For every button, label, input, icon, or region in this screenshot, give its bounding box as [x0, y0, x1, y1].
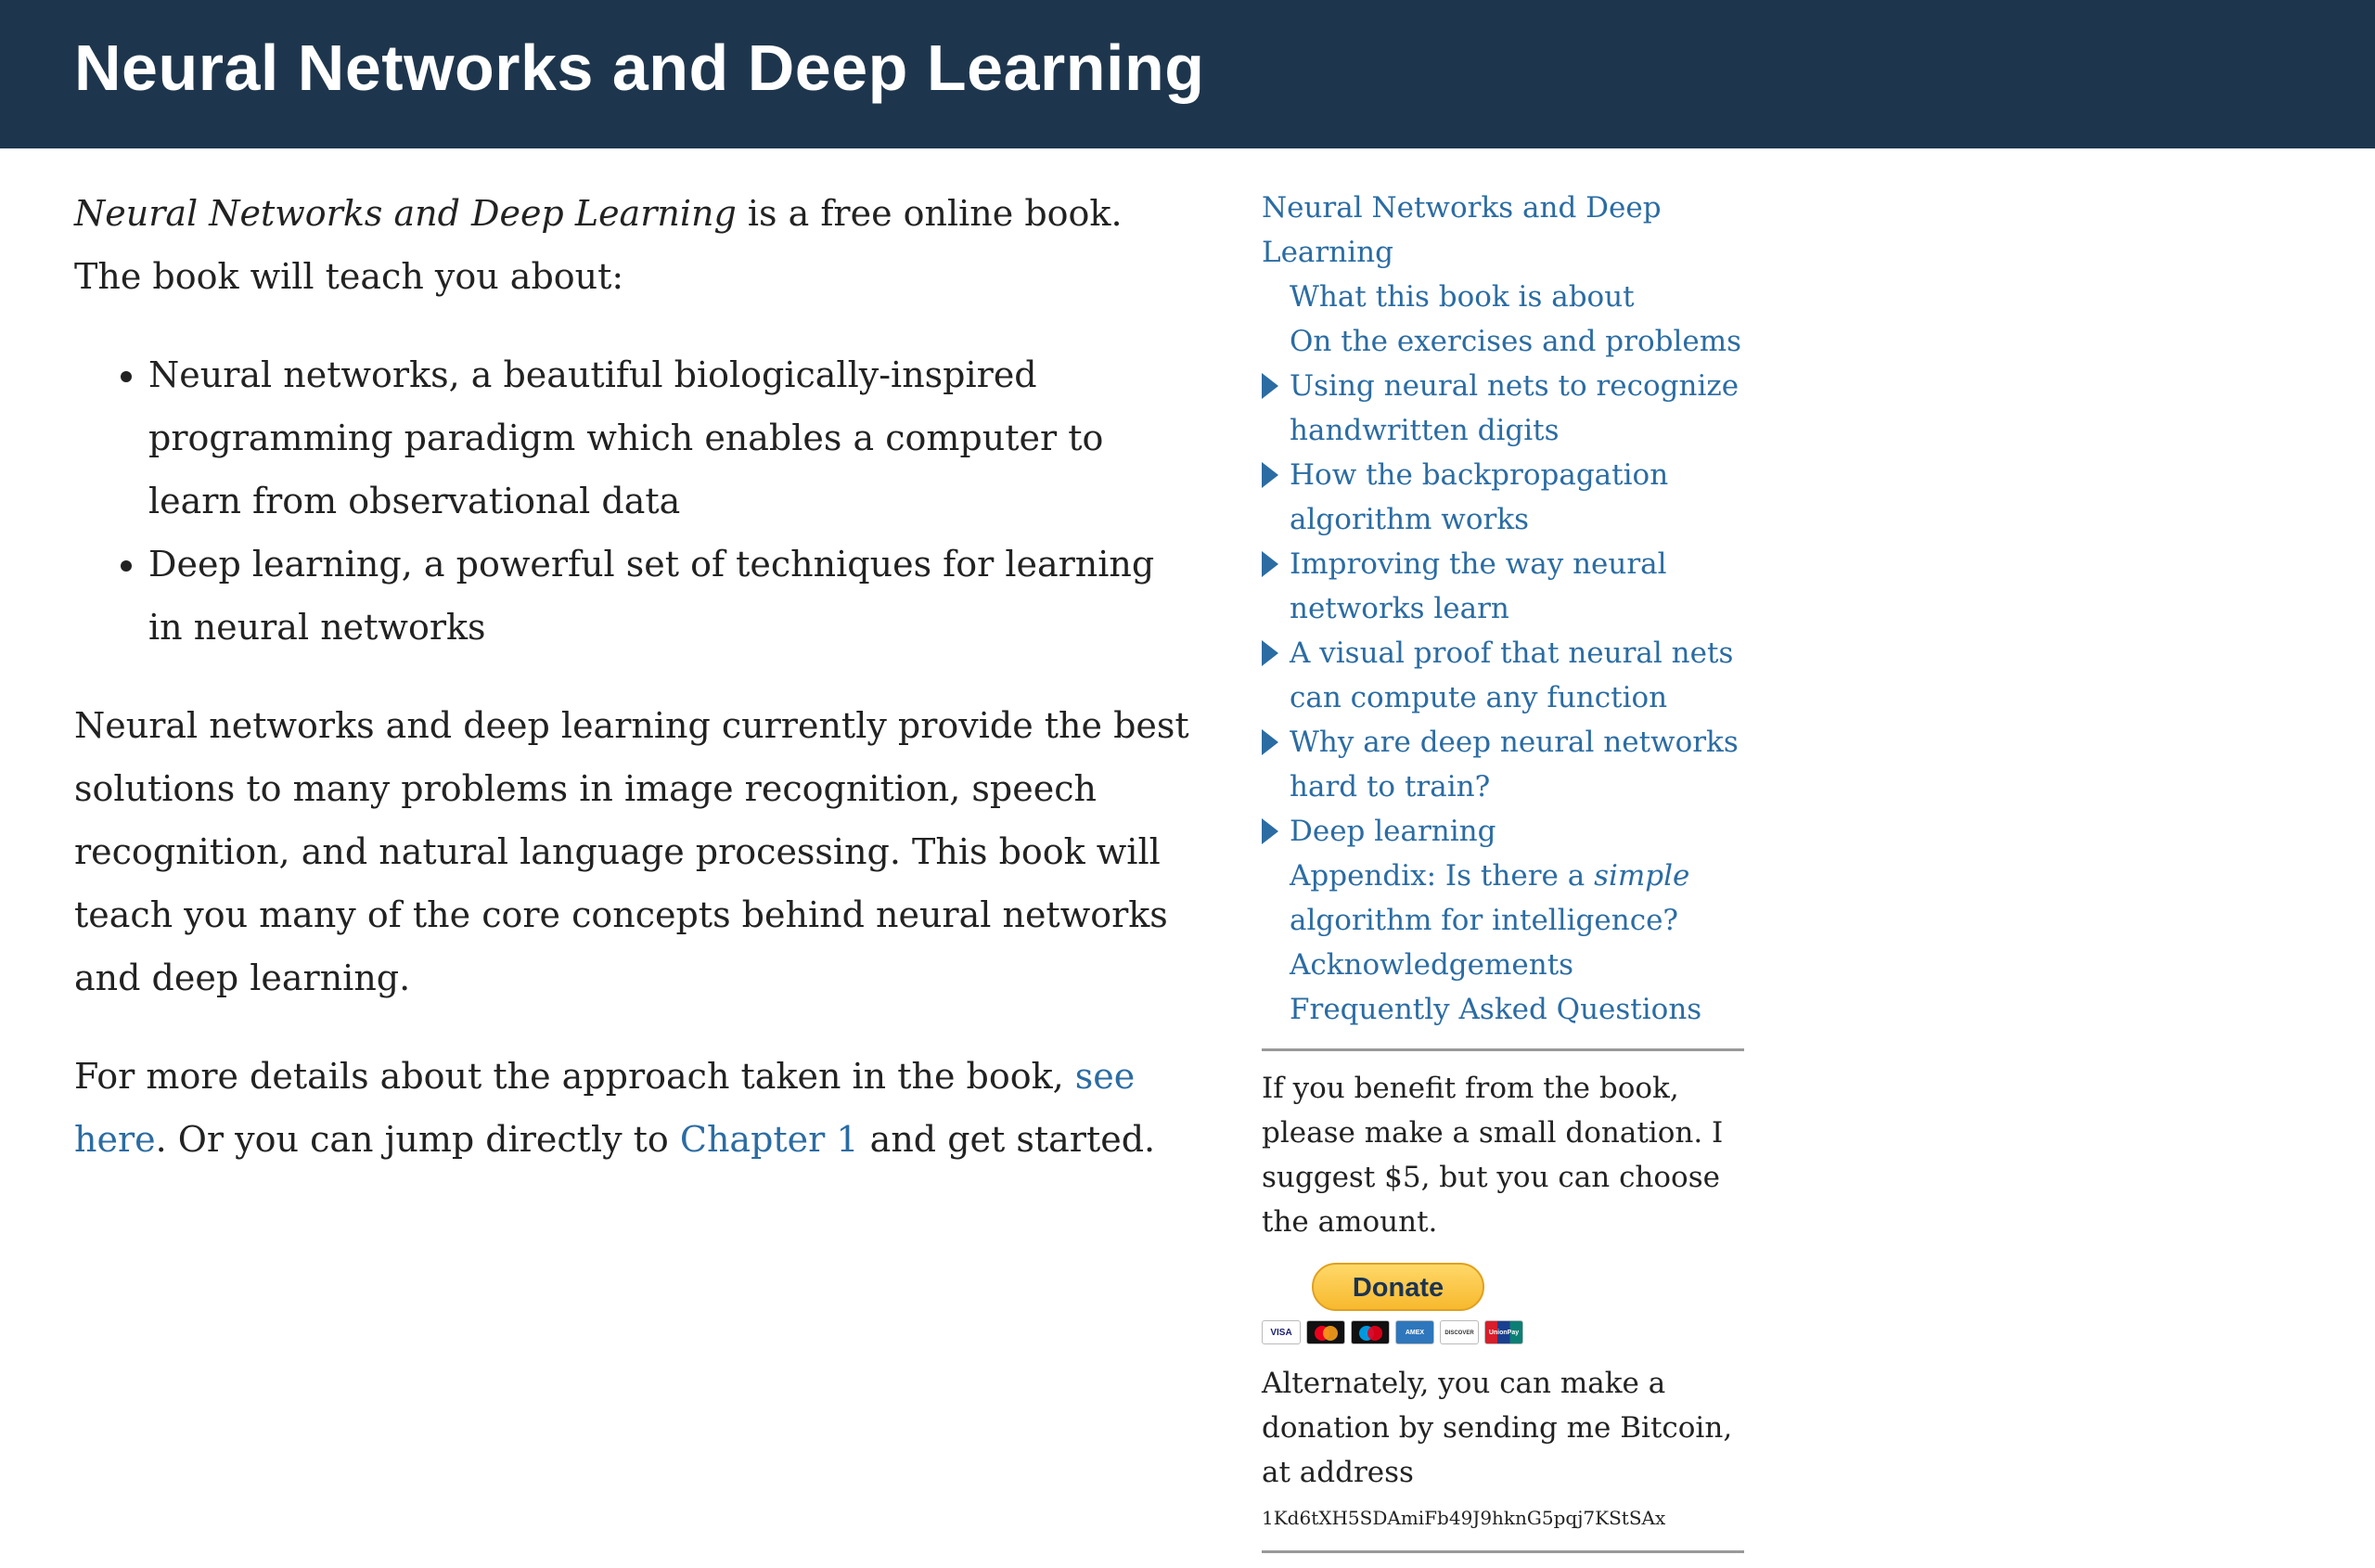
- toc-item: [1262, 809, 1744, 854]
- discover-card-icon: DISCOVER: [1440, 1320, 1479, 1344]
- toc-link-chapter-6[interactable]: Deep learning: [1290, 815, 1496, 848]
- topics-list: [74, 343, 1197, 659]
- toc-item: [1262, 943, 1744, 987]
- donation-text: If you benefit from the book, please make a small donation. I suggest $5, but you can choose the amount.: [1262, 1072, 1724, 1239]
- see-here-link[interactable]: see here: [74, 1056, 1136, 1160]
- toc-link-emphasis: simple: [1594, 859, 1690, 893]
- expand-arrow-icon[interactable]: [1262, 640, 1278, 666]
- details-paragraph: [74, 1045, 1197, 1171]
- intro-text: is a free online book. The book will teach you about:: [74, 193, 1123, 297]
- toc-home-link[interactable]: Neural Networks and Deep Learning: [1262, 191, 1662, 269]
- toc-link-chapter-1[interactable]: Using neural nets to recognize handwritten digits: [1290, 369, 1740, 447]
- expand-arrow-icon[interactable]: [1262, 373, 1278, 399]
- expand-arrow-icon[interactable]: [1262, 462, 1278, 488]
- intro-paragraph: [74, 182, 1197, 308]
- main-content: [74, 182, 1197, 1206]
- donate-button[interactable]: Donate: [1312, 1263, 1484, 1311]
- maestro-card-icon: [1351, 1320, 1390, 1344]
- unionpay-card-icon: UnionPay: [1484, 1320, 1523, 1344]
- toc-item: [1262, 275, 1744, 319]
- toc-item: [1262, 319, 1744, 364]
- payment-cards: [1262, 1320, 1744, 1348]
- toc-link-text: algorithm for intelligence?: [1290, 904, 1679, 937]
- list-item: • Neural networks, a beautiful biologically-inspired programming paradigm which enables a computer to learn from observational data: [148, 343, 1197, 533]
- table-of-contents: [1262, 186, 1744, 1032]
- toc-link-faq[interactable]: Frequently Asked Questions: [1290, 993, 1702, 1026]
- toc-item: [1262, 364, 1744, 453]
- toc-link-chapter-3[interactable]: Improving the way neural networks learn: [1290, 547, 1667, 625]
- mastercard-icon: [1306, 1320, 1345, 1344]
- toc-link-appendix[interactable]: [1290, 859, 1689, 937]
- chapter-1-link[interactable]: Chapter 1: [679, 1119, 859, 1160]
- expand-arrow-icon[interactable]: [1262, 551, 1278, 577]
- toc-link-chapter-5[interactable]: Why are deep neural networks hard to train?: [1290, 726, 1739, 803]
- toc-item: [1262, 854, 1744, 943]
- toc-link-acknowledgements[interactable]: Acknowledgements: [1290, 948, 1574, 982]
- expand-arrow-icon[interactable]: [1262, 818, 1278, 844]
- expand-arrow-icon[interactable]: [1262, 729, 1278, 755]
- divider: [1262, 1048, 1744, 1051]
- toc-link-about[interactable]: What this book is about: [1290, 280, 1635, 314]
- visa-card-icon: VISA: [1262, 1320, 1301, 1344]
- description-paragraph: Neural networks and deep learning currently provide the best solutions to many problems in image recognition, speech recognition, and natural language processing. This book will teach you many of the core concepts behind neural networks and deep learning.: [74, 705, 1189, 998]
- bitcoin-address: 1Kd6tXH5SDAmiFb49J9hknG5pqj7KStSAx: [1262, 1507, 1666, 1529]
- toc-item: [1262, 542, 1744, 631]
- list-item: • Deep learning, a powerful set of techniques for learning in neural networks: [148, 533, 1197, 659]
- page-title: Neural Networks and Deep Learning: [74, 32, 1205, 104]
- toc-item: [1262, 720, 1744, 809]
- details-text: For more details about the approach taken in the book,: [74, 1056, 1075, 1097]
- details-text: and get started.: [858, 1119, 1156, 1160]
- bitcoin-text: Alternately, you can make a donation by sending me Bitcoin, at address: [1262, 1367, 1733, 1489]
- details-text: . Or you can jump directly to: [155, 1119, 680, 1160]
- toc-link-exercises[interactable]: On the exercises and problems: [1290, 325, 1742, 358]
- donation-section: [1262, 1066, 1744, 1534]
- toc-item: [1262, 987, 1744, 1032]
- divider: [1262, 1550, 1744, 1553]
- toc-item: [1262, 453, 1744, 542]
- toc-link-chapter-4[interactable]: A visual proof that neural nets can compute any function: [1290, 636, 1734, 714]
- amex-card-icon: AMEX: [1395, 1320, 1434, 1344]
- toc-link-chapter-2[interactable]: How the backpropagation algorithm works: [1290, 458, 1669, 536]
- sidebar: [1262, 186, 1744, 1568]
- toc-item: [1262, 631, 1744, 720]
- book-title: Neural Networks and Deep Learning: [74, 193, 737, 234]
- toc-link-text: Appendix: Is there a: [1290, 859, 1595, 893]
- site-header: [0, 0, 2375, 148]
